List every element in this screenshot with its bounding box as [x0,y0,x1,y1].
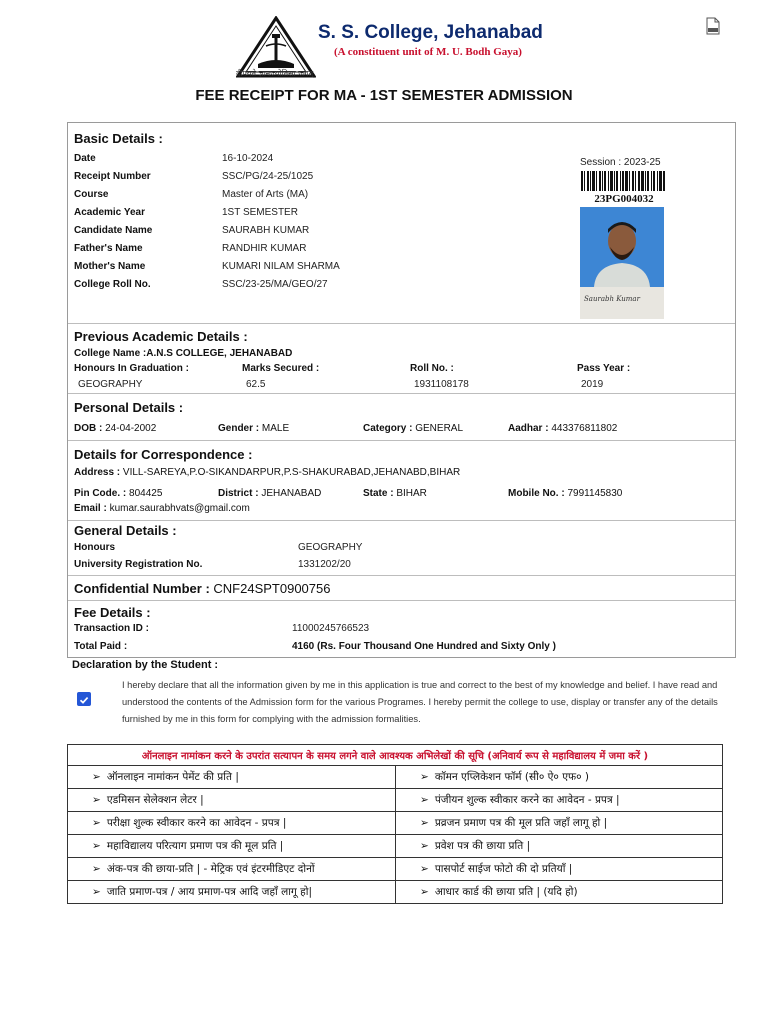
barcode-text: 23PG004032 [594,193,654,205]
document-label: परीक्षा शुल्क स्वीकार करने का आवेदन - प्रपत्र | [106,817,287,829]
state-value: BIHAR [396,488,427,499]
document-item [396,812,723,835]
receipt-details-box [67,122,736,658]
college-name-label: College Name : [74,348,147,359]
honours-label: Honours [74,542,116,553]
receipt-number-label: Receipt Number [74,171,151,182]
college-roll-label: College Roll No. [74,279,151,290]
barcode [581,171,665,191]
dob-value: 24-04-2002 [105,423,157,434]
receipt-number-value: SSC/PG/24-25/1025 [222,171,314,182]
mobile-label: Mobile No. : [508,488,565,499]
mother-name-label: Mother's Name [74,261,146,272]
district-value: JEHANABAD [261,488,322,499]
category-label: Category : [363,423,413,434]
document-label: प्रवेश पत्र की छाया प्रति | [434,840,531,852]
marks-header: Marks Secured : [242,363,320,374]
document-item [396,881,723,904]
candidate-name-label: Candidate Name [74,225,153,236]
candidate-signature: Saurabh Kumar [584,295,640,303]
confidential-value: CNF24SPT0900756 [213,581,331,596]
marks-value: 62.5 [246,379,266,390]
pin-row [74,488,162,499]
academic-details-section [68,323,735,393]
gender-label: Gender : [218,423,260,434]
arrow-icon: ➢ [92,886,101,898]
total-paid-label: Total Paid : [74,641,128,652]
document-label: पासपोर्ट साईज फोटो की दो प्रतियाँ | [434,863,573,875]
pass-year-header: Pass Year : [577,363,631,374]
check-icon [77,693,91,707]
document-item [68,858,396,881]
document-label: कॉमन एप्लिकेशन फॉर्म (सी० ऐ० एफ० ) [434,771,590,783]
course-value: Master of Arts (MA) [222,189,309,200]
father-name-value: RANDHIR KUMAR [222,243,307,254]
table-row [68,766,723,789]
document-item [396,835,723,858]
document-item [396,766,723,789]
document-item [68,766,396,789]
college-name-value: A.N.S COLLEGE, JEHANABAD [146,348,293,359]
section-title: Details for Correspondence : [74,447,253,462]
section-title: General Details : [74,523,177,538]
arrow-icon: ➢ [92,840,101,852]
receipt-title: FEE RECEIPT FOR MA - 1ST SEMESTER ADMISSION [195,87,573,104]
document-label: जाति प्रमाण-पत्र / आय प्रमाण-पत्र आदि जहाँ लागू हो| [106,886,313,898]
photo-signature-strip [580,287,664,319]
document-item [68,812,396,835]
arrow-icon: ➢ [92,771,101,783]
arrow-icon: ➢ [420,840,429,852]
aadhar-row [508,423,617,434]
total-paid-value: 4160 (Rs. Four Thousand One Hundred and Sixty Only ) [292,641,556,652]
college-name: S. S. College, Jehanabad [318,22,543,43]
college-roll-value: SSC/23-25/MA/GEO/27 [222,279,328,290]
candidate-name-value: SAURABH KUMAR [222,225,310,236]
academic-year-value: 1ST SEMESTER [222,207,298,218]
roll-value: 1931108178 [414,379,469,390]
general-details-section [68,520,735,575]
college-subtitle: (A constituent unit of M. U. Bodh Gaya) [334,46,522,58]
transaction-label: Transaction ID : [74,623,150,634]
table-row [68,835,723,858]
section-title: Personal Details : [74,400,184,415]
mother-name-value: KUMARI NILAM SHARMA [222,261,340,272]
document-label: महाविद्यालय परित्याग प्रमाण पत्र की मूल प्रति | [106,840,284,852]
academic-year-label: Academic Year [74,207,145,218]
basic-details-section [68,123,735,323]
section-title: Previous Academic Details : [74,329,248,344]
document-label: ऑनलाइन नामांकन पेमेंट की प्रति | [106,771,239,783]
required-documents-table [67,744,723,904]
declaration-checkbox[interactable] [77,692,91,706]
pdf-download-icon[interactable] [706,17,720,35]
document-item [68,835,396,858]
documents-heading: ऑनलाइन नामांकन करने के उपरांत सत्यापन के समय लगने वाले आवश्यक अभिलेखों की सूचि (अनिवार्य रूप से महाविद्यालय में जमा करें ) [68,745,723,766]
registration-value: 1331202/20 [298,559,351,570]
document-item [396,789,723,812]
registration-label: University Registration No. [74,559,203,570]
confidential-row [74,581,330,596]
arrow-icon: ➢ [92,863,101,875]
address-label: Address : [74,467,121,478]
category-value: GENERAL [415,423,464,434]
fee-details-section [68,600,735,657]
arrow-icon: ➢ [420,863,429,875]
father-name-label: Father's Name [74,243,143,254]
section-title: Basic Details : [74,131,163,146]
pin-value: 804425 [129,488,163,499]
pin-label: Pin Code. : [74,488,127,499]
document-item [396,858,723,881]
date-label: Date [74,153,96,164]
table-row [68,789,723,812]
college-motto: दीपयते ज्ञानज्योतिसा जगत् [236,69,314,78]
correspondence-section [68,440,735,520]
document-label: अंक-पत्र की छाया-प्रति | - मेट्रिक एवं इंटरमीडिएट दोनों [106,863,315,875]
mobile-value: 7991145830 [567,488,623,499]
honours-header: Honours In Graduation : [74,363,189,374]
confidential-label: Confidential Number : [74,581,210,596]
email-row [74,503,250,514]
dob-row [74,423,156,434]
pass-year-value: 2019 [581,379,604,390]
table-row [68,812,723,835]
address-value: VILL-SAREYA,P.O-SIKANDARPUR,P.S-SHAKURABAD,JEHANABD,BIHAR [122,467,461,478]
college-name-row [74,348,292,359]
dob-label: DOB : [74,423,103,434]
candidate-photo [580,207,664,319]
table-row [68,881,723,904]
state-label: State : [363,488,394,499]
aadhar-label: Aadhar : [508,423,549,434]
address-row [74,467,460,478]
honours-value: GEOGRAPHY [78,379,143,390]
aadhar-value: 443376811802 [551,423,618,434]
category-row [363,423,463,434]
state-row [363,488,427,499]
district-label: District : [218,488,259,499]
arrow-icon: ➢ [92,817,101,829]
email-value: kumar.saurabhvats@gmail.com [109,503,250,514]
page-header [0,0,768,120]
session-text: Session : 2023-25 [580,157,661,168]
transaction-value: 11000245766523 [292,623,370,634]
declaration-text: I hereby declare that all the information given by me in this application is true and correct to the best of my knowledge and belief. I have read and understood the contents of the Admission form for the various Programes. I hereby permit the college to use, display or transfer any of the details furnished by me in this form for complying with the admission formalities. [122,680,718,724]
email-label: Email : [74,503,107,514]
document-label: प्रव्रजन प्रमाण पत्र की मूल प्रति जहाँ लागू हो | [434,817,608,829]
arrow-icon: ➢ [420,771,429,783]
arrow-icon: ➢ [420,886,429,898]
declaration-title: Declaration by the Student : [72,659,219,671]
document-item [68,789,396,812]
document-label: पंजीयन शुल्क स्वीकार करने का आवेदन - प्रपत्र | [434,794,620,806]
course-label: Course [74,189,109,200]
document-label: आधार कार्ड की छाया प्रति | (यदि हो) [434,886,578,898]
table-row [68,745,723,766]
gender-value: MALE [261,423,290,434]
mobile-row [508,488,622,499]
arrow-icon: ➢ [92,794,101,806]
document-label: एडमिसन सेलेक्शन लेटर | [106,794,204,806]
confidential-section [68,575,735,600]
personal-details-section [68,393,735,440]
document-item [68,881,396,904]
section-title: Fee Details : [74,605,151,620]
gender-row [218,423,289,434]
table-row [68,858,723,881]
arrow-icon: ➢ [420,817,429,829]
date-value: 16-10-2024 [222,153,274,164]
honours-value: GEOGRAPHY [298,542,363,553]
arrow-icon: ➢ [420,794,429,806]
district-row [218,488,321,499]
roll-header: Roll No. : [410,363,454,374]
